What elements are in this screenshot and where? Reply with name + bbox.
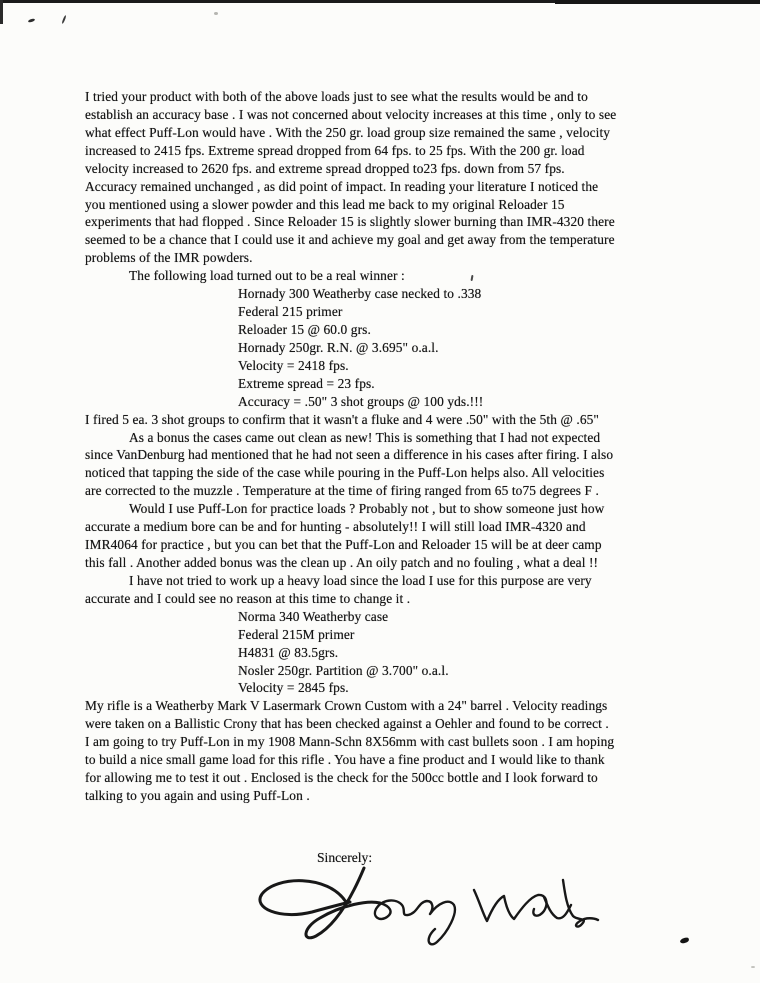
letter-line: Federal 215 primer [238,304,343,320]
letter-line: establish an accuracy base . I was not concerned about velocity increases at this time , only to see [85,106,617,122]
signature [246,858,602,950]
letter-line: accurate a medium bore can be and for hunting - absolutely!! I will still load IMR-4320 and [85,519,586,535]
letter-line: I am going to try Puff-Lon in my 1908 Mann-Schn 8X56mm with cast bullets soon . I am hoping [85,734,615,750]
scan-left-corner-edge [0,0,3,24]
letter-line: The following load turned out to be a real winner : [129,268,405,284]
letter-line: Nosler 250gr. Partition @ 3.700" o.a.l. [238,662,449,678]
letter-line: since VanDenburg had mentioned that he had not seen a difference in his cases after firing. I also [85,447,614,463]
letter-line: were taken on a Ballistic Crony that has been checked against a Oehler and found to be correct . [85,716,609,732]
letter-line: what effect Puff-Lon would have . With the 250 gr. load group size remained the same , velocity [85,124,611,140]
scan-speck [28,18,36,23]
letter-line: problems of the IMR powders. [85,250,253,266]
letter-line: Accuracy = .50" 3 shot groups @ 100 yds.!!! [238,393,484,409]
letter-line: Velocity = 2845 fps. [238,680,349,696]
letter-line: Hornady 300 Weatherby case necked to .338 [238,286,482,302]
letter-line: Velocity = 2418 fps. [238,357,349,373]
letter-line: noticed that tapping the side of the case while pouring in the Puff-Lon helps also. All velocities [85,465,605,481]
letter-line: Extreme spread = 23 fps. [238,375,375,391]
letter-line: are corrected to the muzzle . Temperature at the time of firing ranged from 65 to75 degrees F . [85,483,599,499]
letter-line: talking to you again and using Puff-Lon . [85,787,310,803]
letter-line: for allowing me to test it out . Enclosed is the check for the 500cc bottle and I look forward to [85,770,598,786]
letter-line: I fired 5 ea. 3 shot groups to confirm that it wasn't a fluke and 4 were .50" with the 5th @ .65" [85,411,599,427]
letter-line: increased to 2415 fps. Extreme spread dropped from 64 fps. to 25 fps. With the 200 gr. load [85,142,585,158]
letter-line: As a bonus the cases came out clean as new! This is something that I had not expected [129,429,601,445]
letter-line: you mentioned using a slower powder and this lead me back to my original Reloader 15 [85,196,565,212]
letter-line: Accuracy remained unchanged , as did point of impact. In reading your literature I noticed the [85,178,599,194]
letter-line: Norma 340 Weatherby case [238,608,389,624]
letter-closing: Sincerely: [317,850,373,865]
scan-speck [214,12,218,15]
letter-line: Hornady 250gr. R.N. @ 3.695" o.a.l. [238,339,439,355]
scan-top-edge-segment [555,0,760,4]
letter-line: H4831 @ 83.5grs. [238,644,339,660]
letter-line: accurate and I could see no reason at this time to change it . [85,590,411,606]
scan-speck [680,937,690,944]
letter-line: seemed to be a chance that I could use it and achieve my goal and get away from the temperature [85,232,615,248]
scan-speck [61,15,66,24]
letter-line: experiments that had flopped . Since Reloader 15 is slightly slower burning than IMR-4320 there [85,214,615,230]
letter-body [85,88,725,805]
letter-line: I have not tried to work up a heavy load since the load I use for this purpose are very [129,572,592,588]
letter-line: to build a nice small game load for this rifle . You have a fine product and I would like to thank [85,752,605,768]
letter-line: velocity increased to 2620 fps. and extreme spread dropped to23 fps. down from 57 fps. [85,160,565,176]
letter-line: I tried your product with both of the above loads just to see what the results would be and to [85,89,588,104]
letter-line: My rifle is a Weatherby Mark V Lasermark Crown Custom with a 24" barrel . Velocity readings [85,698,608,714]
letter-line: Reloader 15 @ 60.0 grs. [238,321,371,337]
scan-speck [751,966,755,968]
letter-line: Federal 215M primer [238,626,355,642]
letter-line: this fall . Another added bonus was the clean up . An oily patch and no fouling , what a deal !! [85,554,599,570]
letter-line: IMR4064 for practice , but you can bet that the Puff-Lon and Reloader 15 will be at deer camp [85,537,602,553]
letter-line: Would I use Puff-Lon for practice loads ? Probably not , but to show someone just how [129,501,605,517]
